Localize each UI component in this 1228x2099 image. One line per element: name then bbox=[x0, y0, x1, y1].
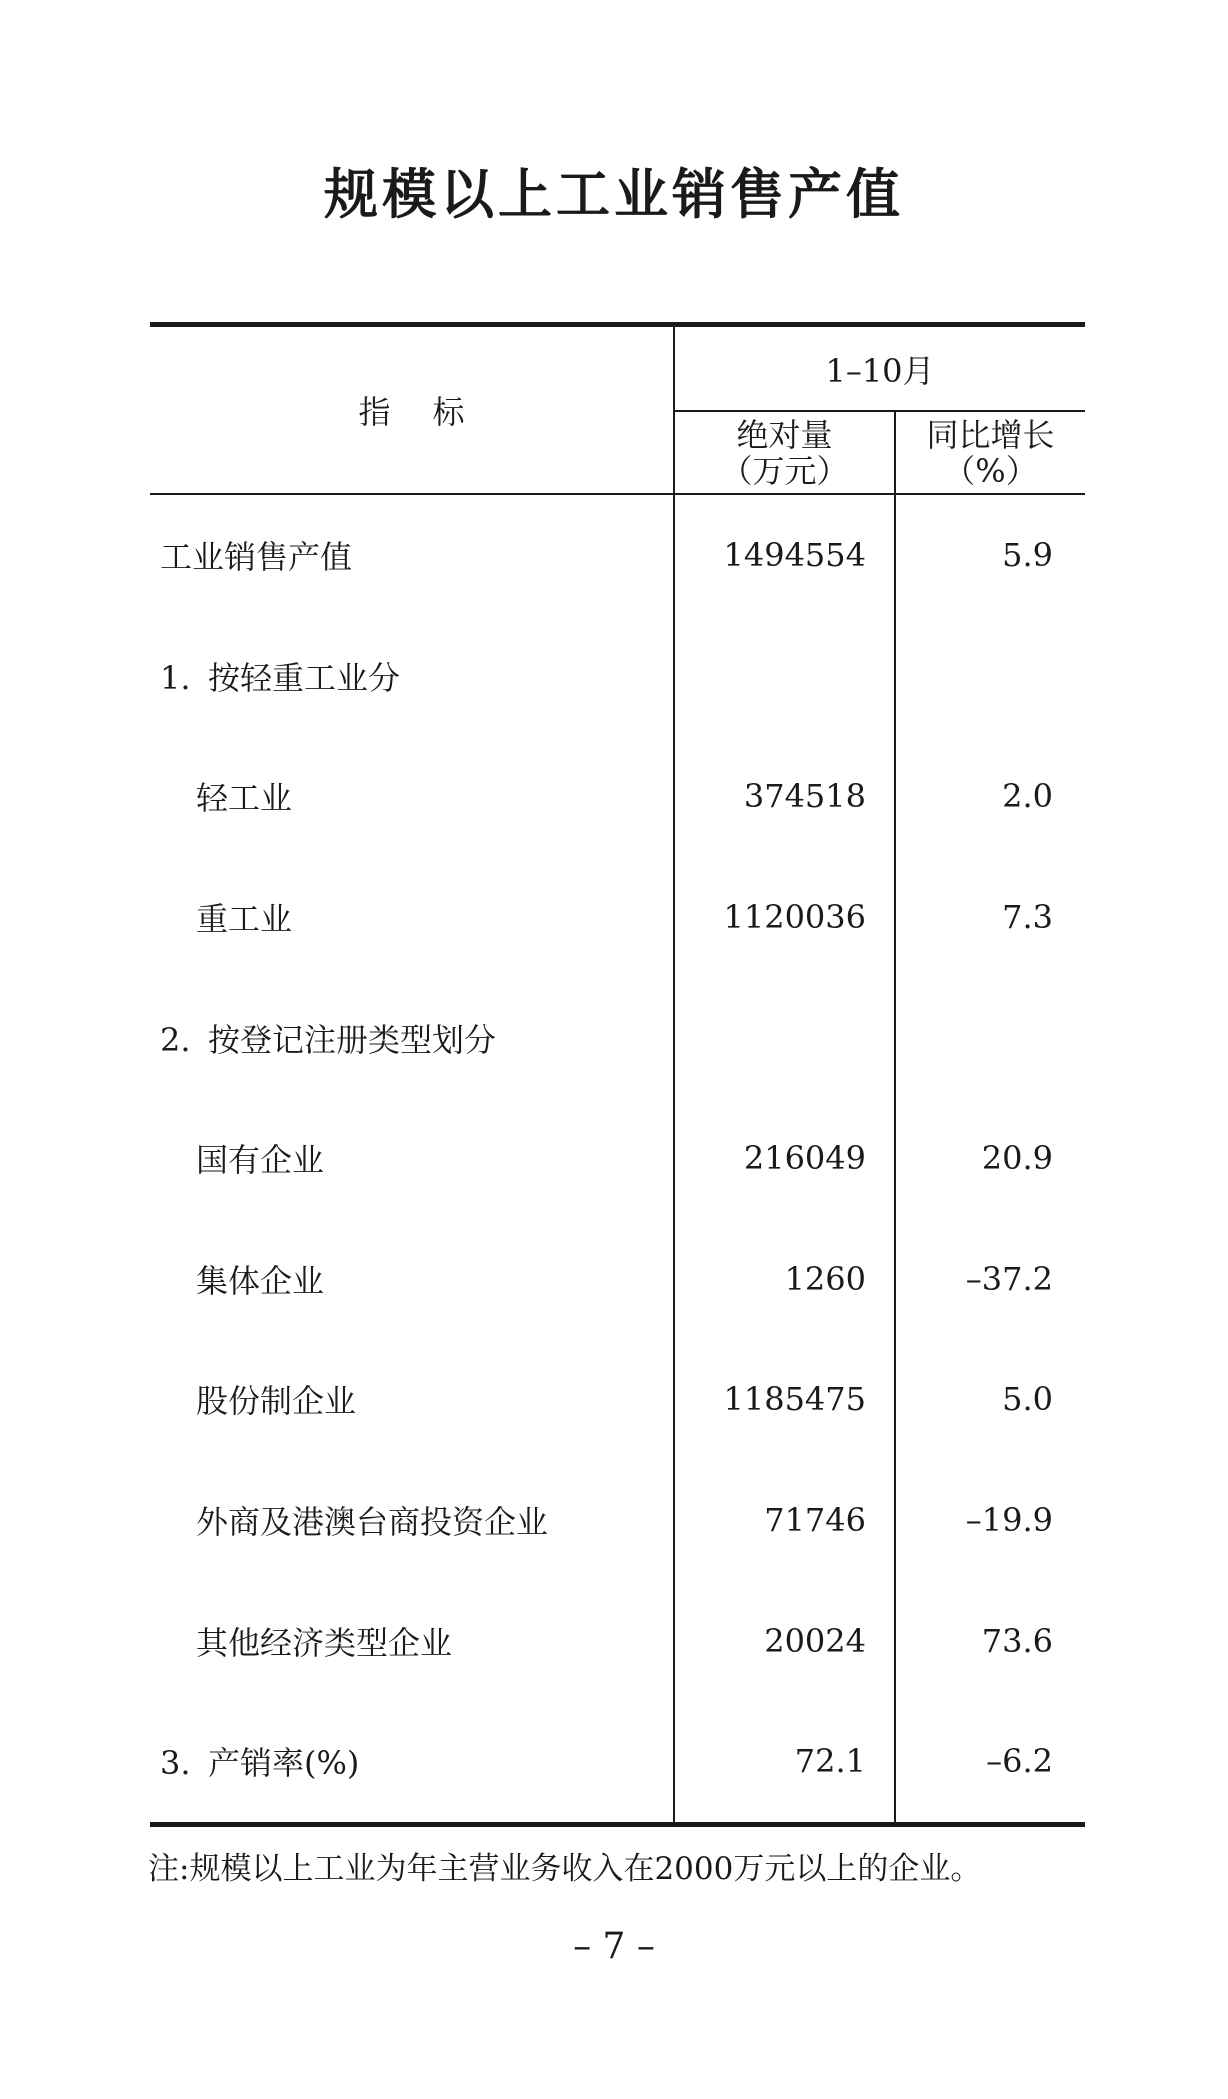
row-growth: 7.3 bbox=[1002, 898, 1053, 937]
row-number: 2. bbox=[160, 1020, 191, 1059]
row-growth bbox=[895, 616, 1085, 737]
table-row bbox=[150, 616, 1085, 737]
row-label bbox=[150, 1580, 674, 1701]
row-label-text: 轻工业 bbox=[196, 779, 293, 818]
row-label bbox=[150, 1460, 674, 1581]
row-growth: 5.9 bbox=[1002, 536, 1053, 575]
table-header-row bbox=[150, 325, 1085, 412]
row-label-text: 外商及港澳台商投资企业 bbox=[196, 1503, 549, 1542]
table-row bbox=[150, 1339, 1085, 1460]
absolute-value-header bbox=[674, 411, 895, 494]
row-growth: –19.9 bbox=[965, 1501, 1053, 1540]
row-label bbox=[150, 616, 674, 737]
row-label bbox=[150, 494, 674, 616]
table-row bbox=[150, 977, 1085, 1098]
table-row bbox=[150, 1460, 1085, 1581]
table-row bbox=[150, 1219, 1085, 1340]
growth-label: 同比增长 bbox=[926, 415, 1055, 454]
row-label bbox=[150, 1701, 674, 1824]
footnote: 注:规模以上工业为年主营业务收入在2000万元以上的企业。 bbox=[148, 1851, 982, 1887]
row-value: 216049 bbox=[674, 1098, 895, 1219]
row-label bbox=[150, 1098, 674, 1219]
indicator-header: 指标 bbox=[150, 325, 674, 495]
table-row bbox=[150, 736, 1085, 857]
row-growth bbox=[895, 977, 1085, 1098]
row-value: 374518 bbox=[674, 736, 895, 857]
row-value bbox=[674, 977, 895, 1098]
row-growth: 20.9 bbox=[981, 1139, 1053, 1178]
data-table bbox=[150, 322, 1085, 1827]
row-label-text: 按登记注册类型划分 bbox=[208, 1020, 497, 1059]
row-value: 71746 bbox=[674, 1460, 895, 1581]
page-title: 规模以上工业销售产值 bbox=[324, 163, 904, 226]
growth-unit: （%） bbox=[943, 451, 1038, 490]
table-row bbox=[150, 857, 1085, 978]
table-row bbox=[150, 1098, 1085, 1219]
row-number: 3. bbox=[160, 1744, 191, 1783]
row-label-text: 其他经济类型企业 bbox=[196, 1623, 453, 1662]
row-growth: 2.0 bbox=[1002, 777, 1053, 816]
data-table-container bbox=[150, 322, 1085, 1827]
row-value: 1260 bbox=[674, 1219, 895, 1340]
row-value: 1494554 bbox=[674, 494, 895, 616]
row-label-text: 股份制企业 bbox=[196, 1382, 357, 1421]
row-growth: 73.6 bbox=[981, 1621, 1053, 1660]
row-growth: –6.2 bbox=[895, 1701, 1085, 1824]
row-label-text: 重工业 bbox=[196, 900, 293, 939]
row-label bbox=[150, 977, 674, 1098]
row-label-text: 集体企业 bbox=[196, 1261, 325, 1300]
row-label bbox=[150, 1219, 674, 1340]
row-value bbox=[674, 616, 895, 737]
table-row bbox=[150, 494, 1085, 616]
row-value: 72.1 bbox=[674, 1701, 895, 1824]
table-row bbox=[150, 1701, 1085, 1824]
growth-header bbox=[895, 411, 1085, 494]
row-growth: –37.2 bbox=[965, 1259, 1053, 1298]
row-label-text: 按轻重工业分 bbox=[208, 658, 401, 697]
row-number: 1. bbox=[160, 658, 191, 697]
row-value: 1185475 bbox=[674, 1339, 895, 1460]
row-label-text: 国有企业 bbox=[196, 1141, 325, 1180]
absolute-value-unit: （万元） bbox=[720, 451, 849, 490]
row-growth: 5.0 bbox=[1002, 1380, 1053, 1419]
absolute-value-label: 绝对量 bbox=[736, 415, 833, 454]
row-value: 1120036 bbox=[674, 857, 895, 978]
row-label bbox=[150, 857, 674, 978]
row-label-text: 工业销售产值 bbox=[160, 538, 353, 577]
page-number: – 7 – bbox=[573, 1926, 655, 1967]
table-row bbox=[150, 1580, 1085, 1701]
row-label bbox=[150, 736, 674, 857]
row-label-text: 产销率(%) bbox=[208, 1744, 360, 1783]
row-label bbox=[150, 1339, 674, 1460]
period-header: 1–10月 bbox=[674, 325, 1085, 412]
row-value: 20024 bbox=[674, 1580, 895, 1701]
